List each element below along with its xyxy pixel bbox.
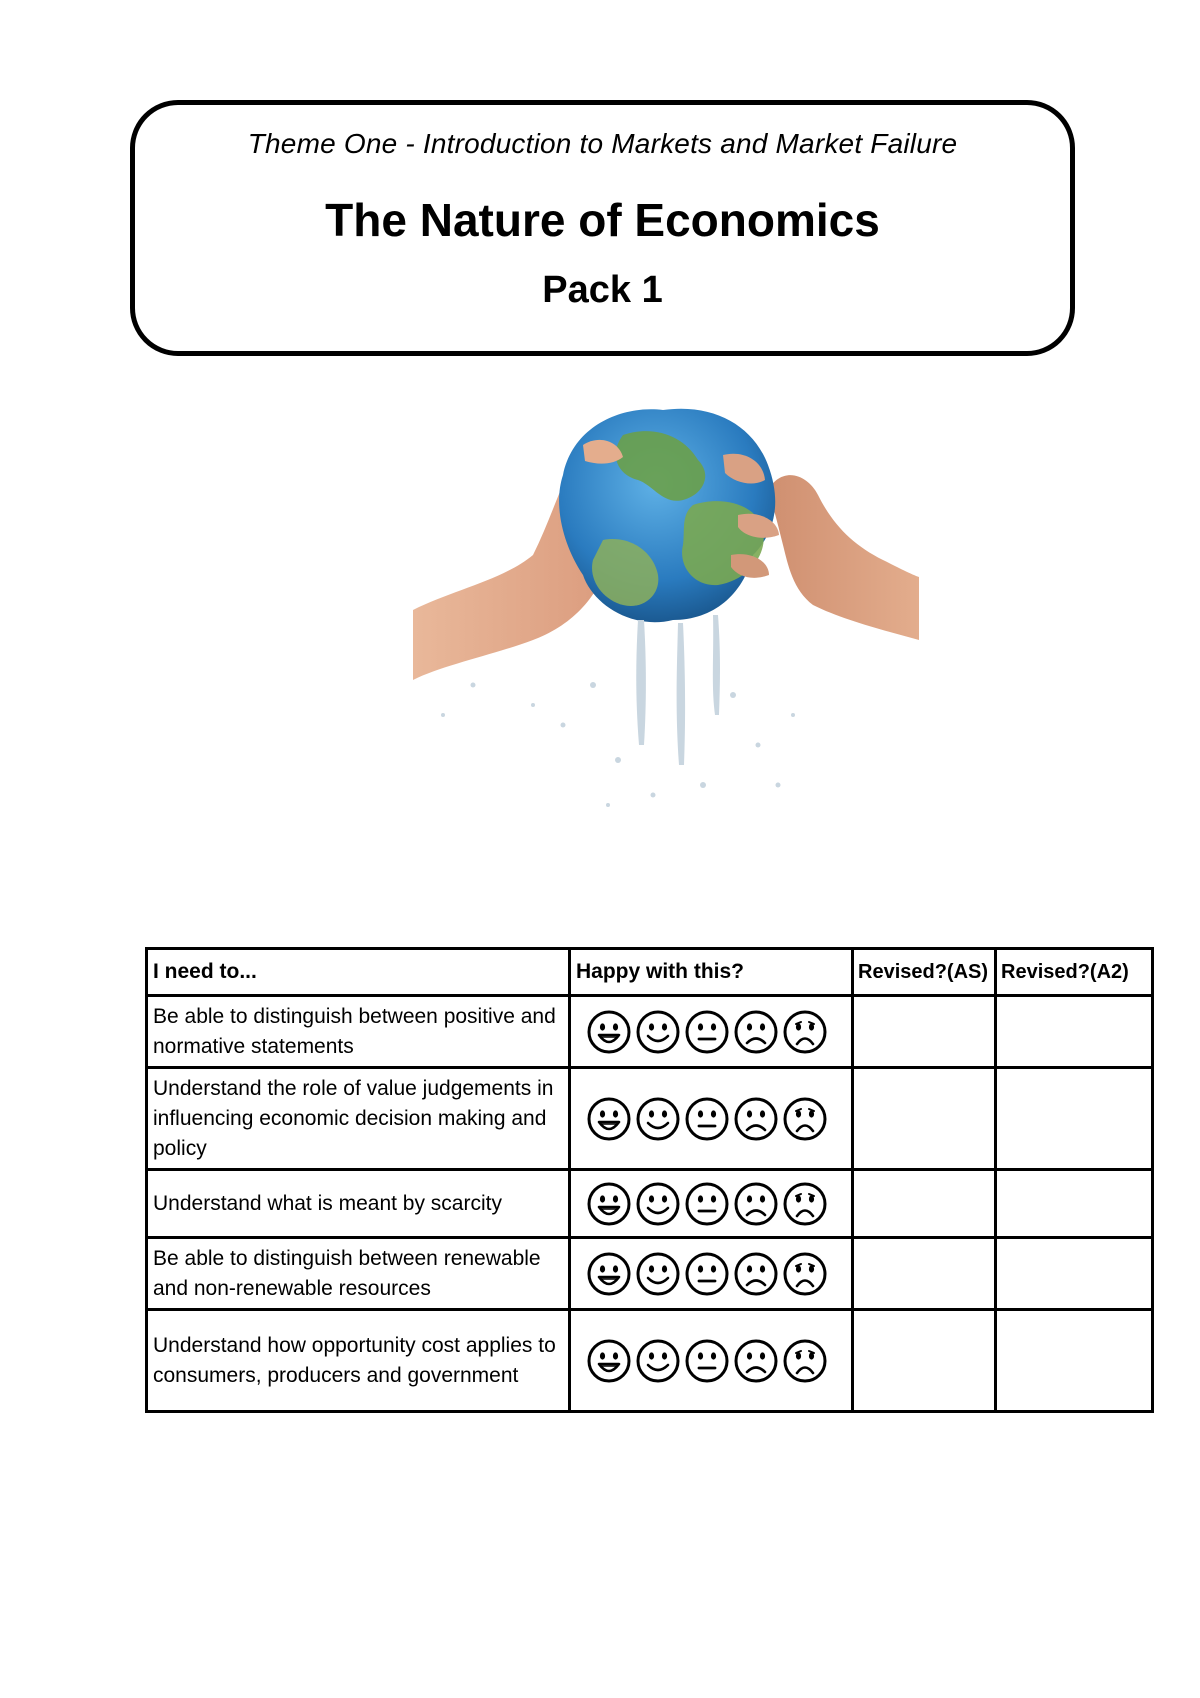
happy-face-icon[interactable] <box>635 1096 681 1142</box>
objective-cell: Understand how opportunity cost applies to consumers, producers and government <box>147 1310 570 1412</box>
column-header-revised-as: Revised?(AS) <box>853 949 996 996</box>
rating-faces <box>576 1251 846 1297</box>
rating-cell[interactable] <box>570 1238 853 1310</box>
revised-as-cell[interactable] <box>853 1068 996 1170</box>
rating-faces <box>576 1338 846 1384</box>
very-sad-face-icon[interactable] <box>782 1181 828 1227</box>
table-row <box>147 1310 1153 1412</box>
very-happy-face-icon[interactable] <box>586 1181 632 1227</box>
objective-cell: Be able to distinguish between renewable and non-renewable resources <box>147 1238 570 1310</box>
revised-as-cell[interactable] <box>853 996 996 1068</box>
rating-cell[interactable] <box>570 1068 853 1170</box>
happy-face-icon[interactable] <box>635 1251 681 1297</box>
rating-cell[interactable] <box>570 1310 853 1412</box>
learning-checklist-table <box>145 947 1154 1413</box>
neutral-face-icon[interactable] <box>684 1181 730 1227</box>
very-happy-face-icon[interactable] <box>586 1009 632 1055</box>
rating-cell[interactable] <box>570 996 853 1068</box>
very-sad-face-icon[interactable] <box>782 1338 828 1384</box>
neutral-face-icon[interactable] <box>684 1096 730 1142</box>
very-happy-face-icon[interactable] <box>586 1251 632 1297</box>
objective-cell: Understand the role of value judgements in influencing economic decision making and policy <box>147 1068 570 1170</box>
title-box <box>130 100 1075 356</box>
neutral-face-icon[interactable] <box>684 1251 730 1297</box>
very-sad-face-icon[interactable] <box>782 1251 828 1297</box>
page-title: The Nature of Economics <box>325 194 880 246</box>
column-header-objective: I need to... <box>147 949 570 996</box>
revised-as-cell[interactable] <box>853 1238 996 1310</box>
revised-a2-cell[interactable] <box>996 996 1153 1068</box>
neutral-face-icon[interactable] <box>684 1338 730 1384</box>
table-header-row <box>147 949 1153 996</box>
table-row <box>147 996 1153 1068</box>
objective-cell: Be able to distinguish between positive and normative statements <box>147 996 570 1068</box>
table-row <box>147 1238 1153 1310</box>
revised-a2-cell[interactable] <box>996 1170 1153 1238</box>
column-header-happy: Happy with this? <box>570 949 853 996</box>
happy-face-icon[interactable] <box>635 1338 681 1384</box>
table-row <box>147 1170 1153 1238</box>
rating-cell[interactable] <box>570 1170 853 1238</box>
table-row <box>147 1068 1153 1170</box>
very-happy-face-icon[interactable] <box>586 1096 632 1142</box>
rating-faces <box>576 1009 846 1055</box>
revised-a2-cell[interactable] <box>996 1238 1153 1310</box>
revised-as-cell[interactable] <box>853 1170 996 1238</box>
sad-face-icon[interactable] <box>733 1096 779 1142</box>
sad-face-icon[interactable] <box>733 1251 779 1297</box>
sad-face-icon[interactable] <box>733 1338 779 1384</box>
pack-label: Pack 1 <box>542 269 663 311</box>
very-sad-face-icon[interactable] <box>782 1096 828 1142</box>
revised-a2-cell[interactable] <box>996 1310 1153 1412</box>
column-header-revised-a2: Revised?(A2) <box>996 949 1153 996</box>
revised-as-cell[interactable] <box>853 1310 996 1412</box>
happy-face-icon[interactable] <box>635 1009 681 1055</box>
hands-squeezing-globe-photo <box>413 365 919 820</box>
theme-heading: Theme One - Introduction to Markets and Market Failure <box>247 128 958 159</box>
rating-faces <box>576 1181 846 1227</box>
rating-faces <box>576 1096 846 1142</box>
happy-face-icon[interactable] <box>635 1181 681 1227</box>
neutral-face-icon[interactable] <box>684 1009 730 1055</box>
revised-a2-cell[interactable] <box>996 1068 1153 1170</box>
objective-cell: Understand what is meant by scarcity <box>147 1170 570 1238</box>
sad-face-icon[interactable] <box>733 1009 779 1055</box>
very-sad-face-icon[interactable] <box>782 1009 828 1055</box>
very-happy-face-icon[interactable] <box>586 1338 632 1384</box>
sad-face-icon[interactable] <box>733 1181 779 1227</box>
